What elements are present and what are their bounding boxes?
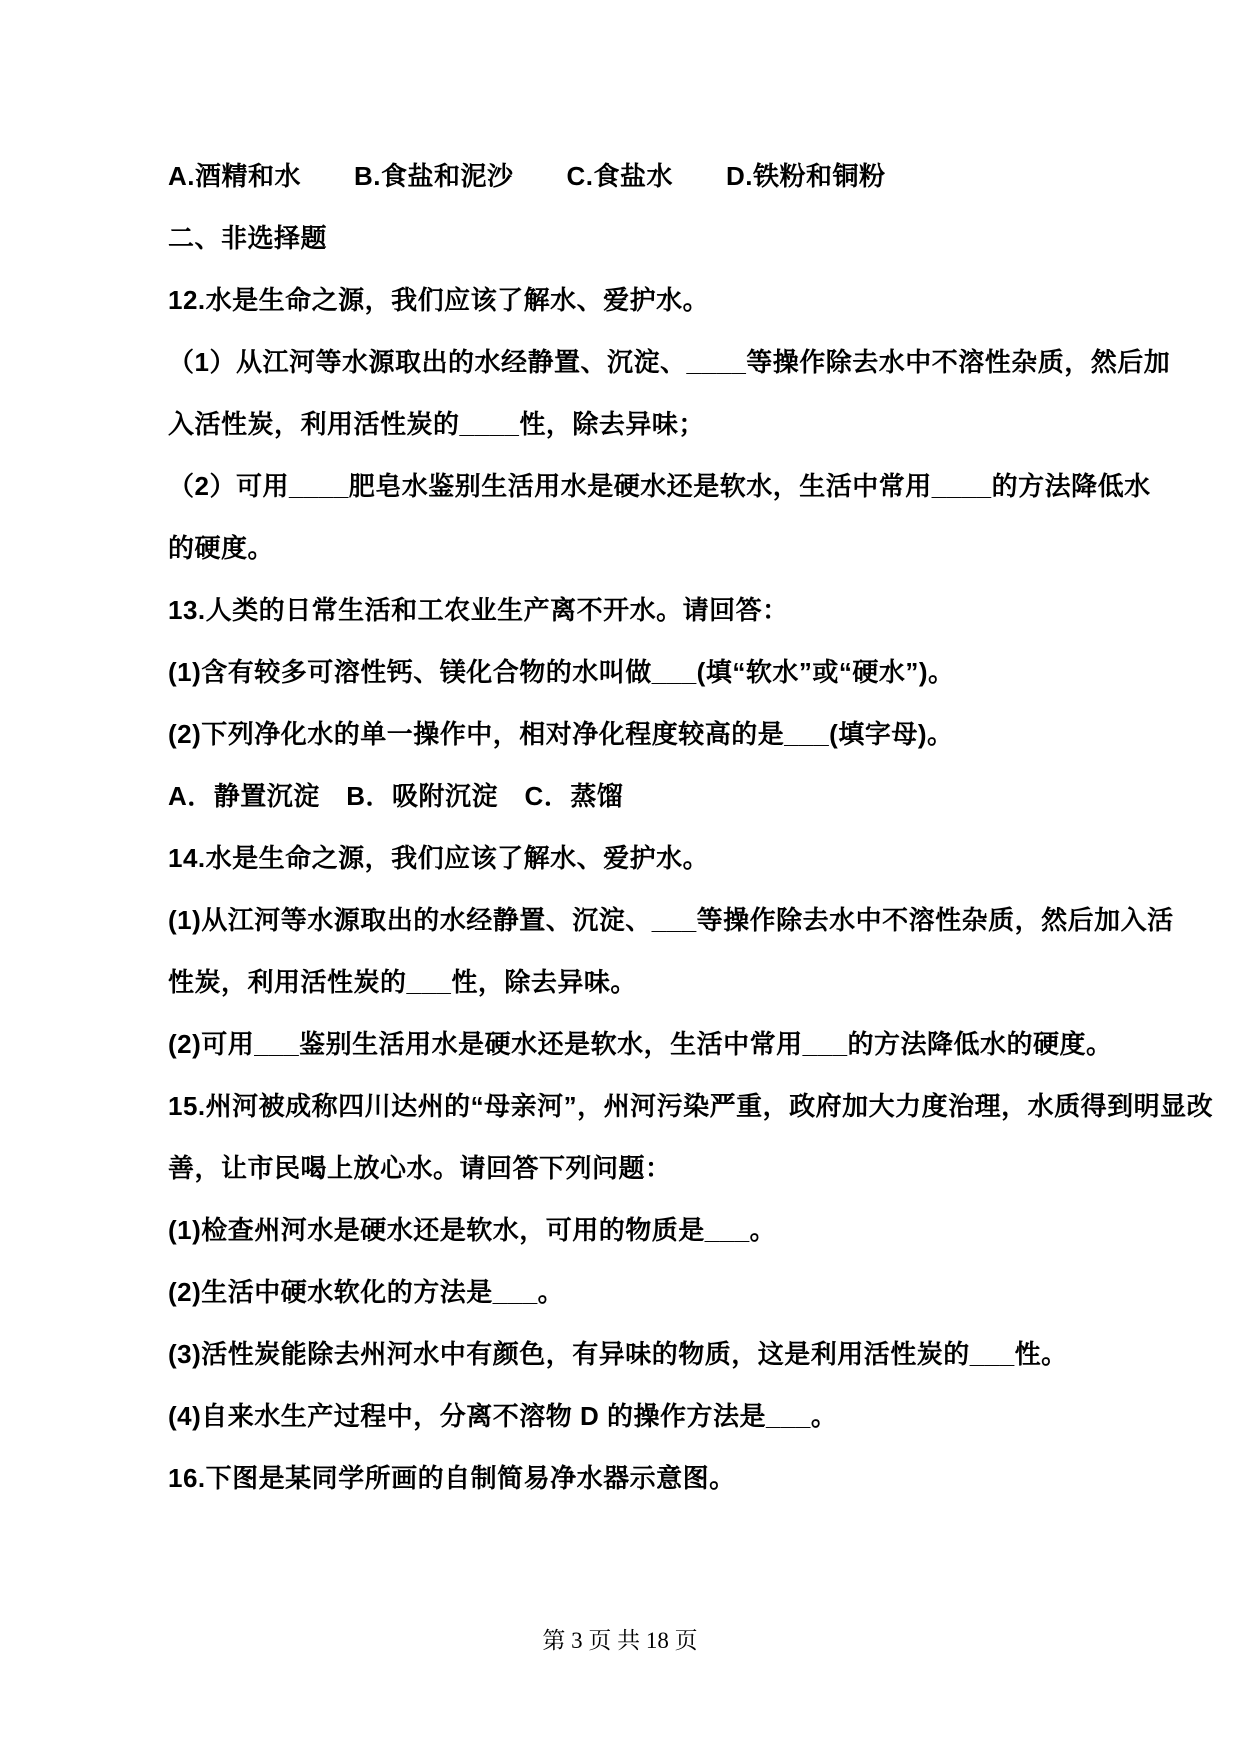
q12-part2-line2: 的硬度。 — [168, 532, 275, 563]
q12-stem: 12.水是生命之源，我们应该了解水、爱护水。 — [168, 284, 710, 315]
page-footer: 第 3 页 共 18 页 — [542, 1628, 698, 1653]
q16-stem: 16.下图是某同学所画的自制简易净水器示意图。 — [168, 1462, 736, 1493]
q12-part1-line1: （1）从江河等水源取出的水经静置、沉淀、____等操作除去水中不溶性杂质，然后加 — [168, 346, 1171, 377]
q15-part3: (3)活性炭能除去州河水中有颜色，有异味的物质，这是利用活性炭的___性。 — [168, 1338, 1068, 1369]
q15-stem-line1: 15.州河被成称四川达州的“母亲河”，州河污染严重，政府加大力度治理，水质得到明显改 — [168, 1090, 1214, 1121]
q15-stem-line2: 善，让市民喝上放心水。请回答下列问题： — [168, 1152, 672, 1183]
q12-part2-line1: （2）可用____肥皂水鉴别生活用水是硬水还是软水，生活中常用____的方法降低水 — [168, 470, 1151, 501]
exam-body — [168, 143, 1214, 1507]
q12-part1-line2: 入活性炭，利用活性炭的____性，除去异味； — [168, 408, 705, 439]
q13-options: A．静置沉淀 B．吸附沉淀 C．蒸馏 — [168, 780, 624, 811]
q14-part1-line2: 性炭，利用活性炭的___性，除去异味。 — [168, 966, 637, 997]
q13-stem: 13.人类的日常生活和工农业生产离不开水。请回答： — [168, 594, 789, 625]
section-2-heading: 二、非选择题 — [168, 222, 328, 253]
q15-part4: (4)自来水生产过程中，分离不溶物 D 的操作方法是___。 — [168, 1400, 838, 1431]
q13-part1: (1)含有较多可溶性钙、镁化合物的水叫做___(填“软水”或“硬水”)。 — [168, 656, 955, 687]
q14-stem: 14.水是生命之源，我们应该了解水、爱护水。 — [168, 842, 710, 873]
q11-options: A.酒精和水 B.食盐和泥沙 C.食盐水 D.铁粉和铜粉 — [168, 160, 886, 191]
q15-part2: (2)生活中硬水软化的方法是___。 — [168, 1276, 565, 1307]
q13-part2: (2)下列净化水的单一操作中，相对净化程度较高的是___(填字母)。 — [168, 718, 954, 749]
q15-part1: (1)检查州河水是硬水还是软水，可用的物质是___。 — [168, 1214, 777, 1245]
q14-part2: (2)可用___鉴别生活用水是硬水还是软水，生活中常用___的方法降低水的硬度。 — [168, 1028, 1113, 1059]
q14-part1-line1: (1)从江河等水源取出的水经静置、沉淀、___等操作除去水中不溶性杂质，然后加入活 — [168, 904, 1174, 935]
